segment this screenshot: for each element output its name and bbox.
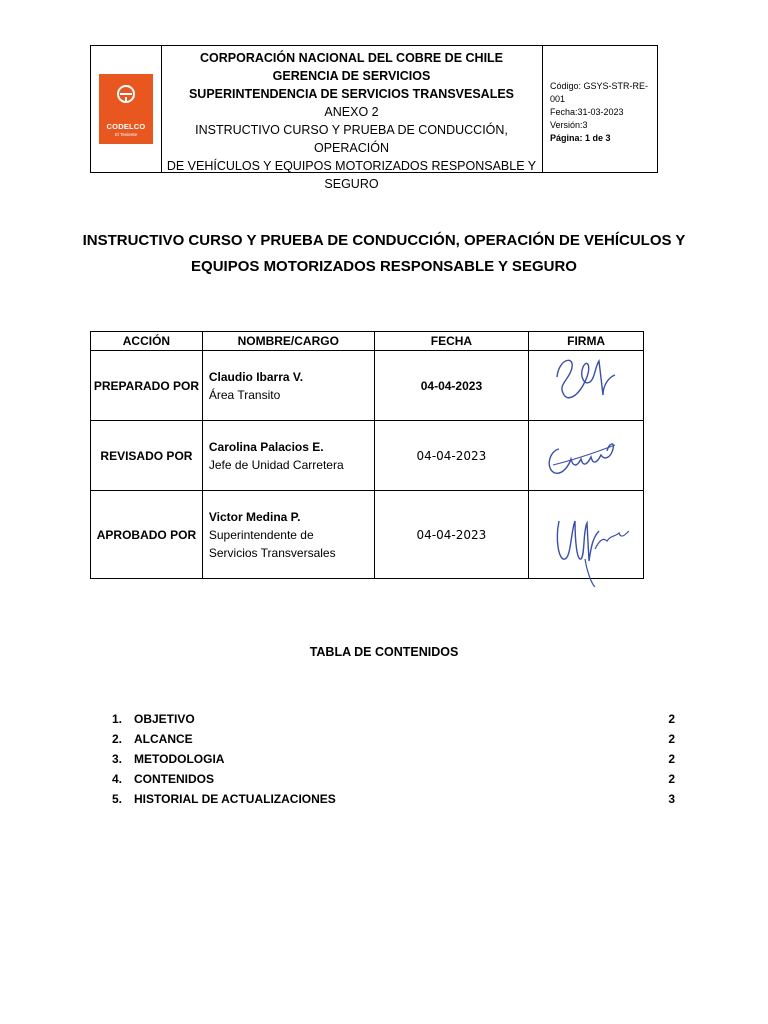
col-nombre-cargo: NOMBRE/CARGO <box>202 332 374 351</box>
codelco-emblem-icon <box>116 84 136 104</box>
meta-fecha: Fecha:31-03-2023 <box>550 107 624 117</box>
name-cell <box>202 351 374 421</box>
header-line-1: CORPORACIÓN NACIONAL DEL COBRE DE CHILE <box>199 51 504 65</box>
toc-item-label: OBJETIVO <box>134 712 195 726</box>
name-cell <box>202 421 374 491</box>
toc-item-number: 5. <box>112 792 123 806</box>
document-title <box>60 228 708 280</box>
approval-table <box>90 331 644 579</box>
person-role: Superintendente de <box>208 527 314 542</box>
approval-row-preparado <box>91 351 644 421</box>
toc-item-label: CONTENIDOS <box>134 772 215 786</box>
toc-item-page: 2 <box>668 712 675 726</box>
table-of-contents <box>112 711 675 811</box>
codelco-logo <box>99 74 153 144</box>
person-name: Claudio Ibarra V. <box>208 369 304 384</box>
meta-codigo: Código: GSYS-STR-RE- <box>550 81 649 91</box>
header-title-cell <box>161 46 543 191</box>
signature-cell <box>529 491 644 579</box>
date-cell: 04-04-2023 <box>374 351 529 421</box>
approval-row-aprobado <box>91 491 644 579</box>
toc-item-label: METODOLOGIA <box>134 752 225 766</box>
action-cell: PREPARADO POR <box>91 351 203 421</box>
person-name: Carolina Palacios E. <box>208 439 324 454</box>
toc-item-label: HISTORIAL DE ACTUALIZACIONES <box>134 792 336 806</box>
signature-palacios <box>529 421 644 491</box>
meta-codigo-cont: 001 <box>550 94 566 104</box>
logo-subtitle: El Teniente <box>114 132 138 137</box>
toc-item[interactable] <box>112 791 675 811</box>
toc-item[interactable] <box>112 771 675 791</box>
toc-item-number: 1. <box>112 712 123 726</box>
header-line-3: SUPERINTENDENCIA DE SERVICIOS TRANSVESALES <box>188 87 515 101</box>
toc-item-page: 3 <box>668 792 675 806</box>
person-role: Área Transito <box>208 387 281 402</box>
person-name: Victor Medina P. <box>208 509 301 524</box>
signature-cell <box>529 351 644 421</box>
col-fecha: FECHA <box>374 332 529 351</box>
toc-item-number: 2. <box>112 732 123 746</box>
person-role-2: Servicios Transversales <box>208 545 336 560</box>
header-line-2: GERENCIA DE SERVICIOS <box>272 69 431 83</box>
meta-pagina: Página: 1 de 3 <box>550 133 611 143</box>
toc-item-number: 3. <box>112 752 123 766</box>
toc-item-page: 2 <box>668 772 675 786</box>
date-cell: 04-04-2023 <box>374 421 529 491</box>
header-line-5: INSTRUCTIVO CURSO Y PRUEBA DE CONDUCCIÓN, OPERACIÓN <box>195 123 508 155</box>
approval-row-revisado <box>91 421 644 491</box>
toc-item-page: 2 <box>668 752 675 766</box>
toc-item[interactable] <box>112 711 675 731</box>
date-cell: 04-04-2023 <box>374 491 529 579</box>
name-cell <box>202 491 374 579</box>
action-cell: REVISADO POR <box>91 421 203 491</box>
signature-medina <box>529 491 644 591</box>
meta-version: Versión:3 <box>550 120 588 130</box>
header-meta-cell <box>544 46 657 172</box>
toc-item[interactable] <box>112 731 675 751</box>
toc-item-number: 4. <box>112 772 123 786</box>
action-cell: APROBADO POR <box>91 491 203 579</box>
toc-item-page: 2 <box>668 732 675 746</box>
person-role: Jefe de Unidad Carretera <box>208 457 344 472</box>
signature-cell <box>529 421 644 491</box>
header-line-6: DE VEHÍCULOS Y EQUIPOS MOTORIZADOS RESPONSABLE Y <box>166 159 537 173</box>
logo-cell <box>91 46 162 172</box>
toc-title: TABLA DE CONTENIDOS <box>309 645 459 659</box>
title-line-1: INSTRUCTIVO CURSO Y PRUEBA DE CONDUCCIÓN, OPERACIÓN DE VEHÍCULOS Y <box>82 232 686 249</box>
col-firma: FIRMA <box>529 332 644 351</box>
logo-brand: CODELCO <box>106 122 146 131</box>
toc-item-label: ALCANCE <box>134 732 193 746</box>
document-header <box>90 45 658 191</box>
title-line-2: EQUIPOS MOTORIZADOS RESPONSABLE Y SEGURO <box>191 258 577 275</box>
header-line-4: ANEXO 2 <box>324 105 379 119</box>
header-line-7: SEGURO <box>324 177 379 191</box>
signature-ibarra <box>529 337 644 407</box>
col-accion: ACCIÓN <box>91 332 203 351</box>
toc-item[interactable] <box>112 751 675 771</box>
